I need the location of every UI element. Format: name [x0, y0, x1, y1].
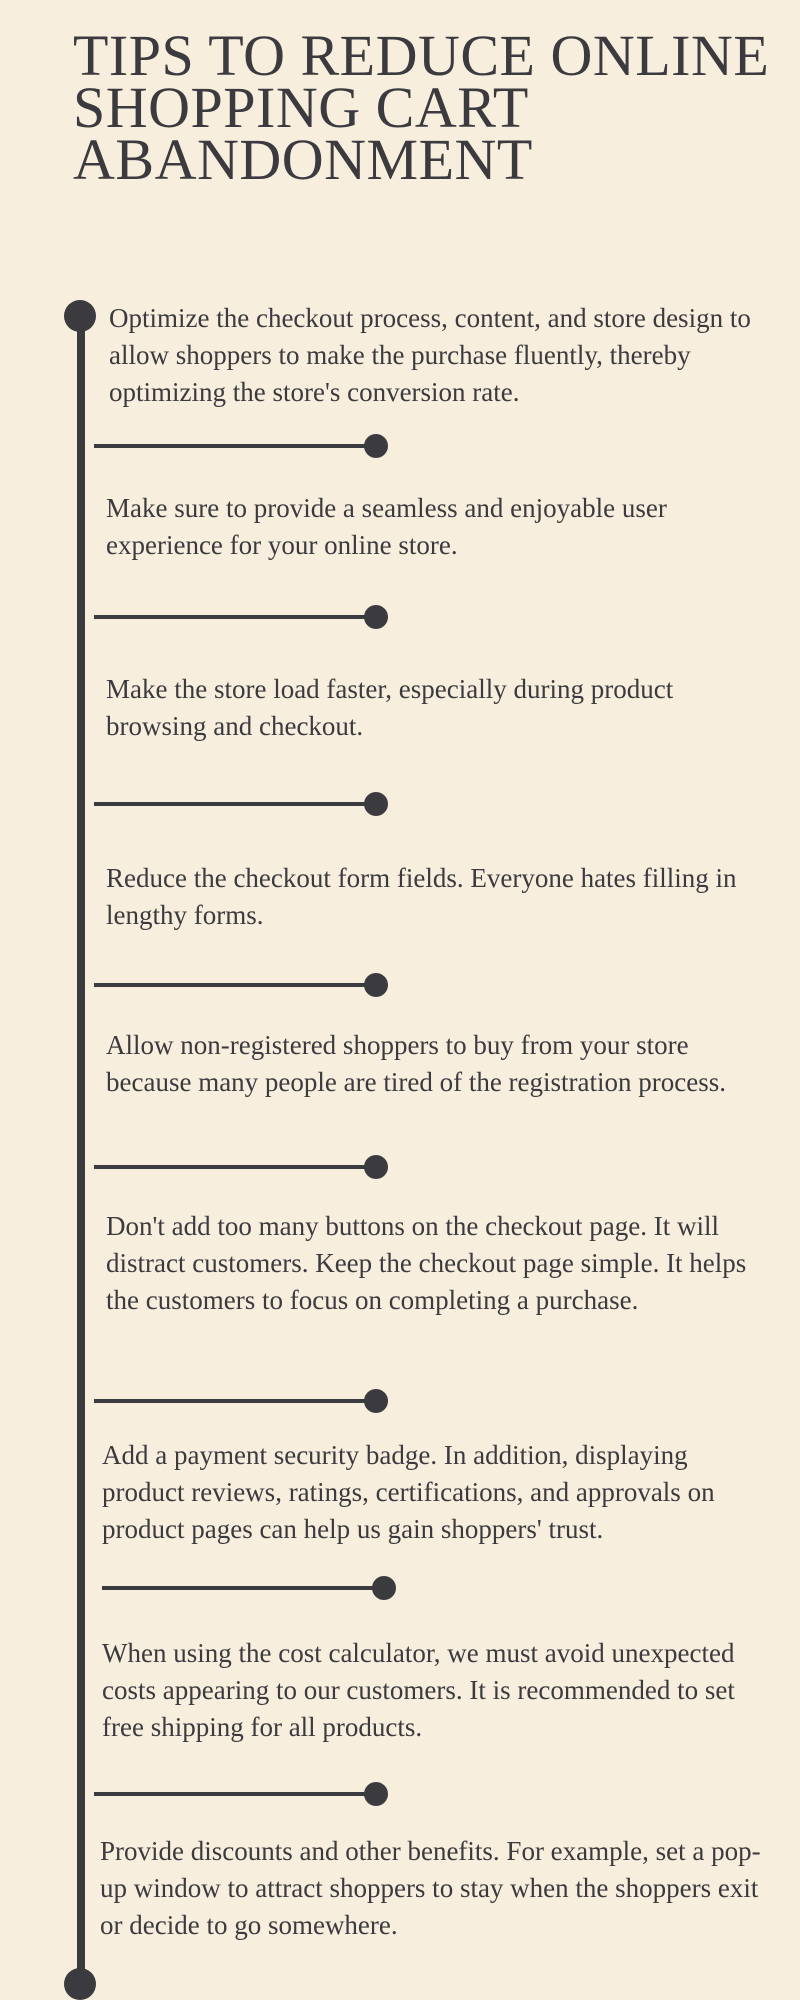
tip-item-9: Provide discounts and other benefits. For example, set a pop-up window to attract shoppers to stay when the shoppers exit or decide to go somewhere.: [100, 1836, 761, 1940]
timeline-start-dot: [64, 300, 96, 332]
timeline-line: [77, 316, 85, 1984]
tip-divider-4: [94, 983, 378, 987]
tip-divider-5: [94, 1165, 378, 1169]
tip-item-8: When using the cost calculator, we must avoid unexpected costs appearing to our customers. It is recommended to set free shipping for all products.: [102, 1638, 735, 1742]
tip-item-3: Make the store load faster, especially during product browsing and checkout.: [106, 674, 674, 741]
tip-item-7: Add a payment security badge. In addition, displaying product reviews, ratings, certifications, and approvals on product pages can help us gain shoppers' trust.: [102, 1440, 715, 1544]
tip-divider-3: [94, 802, 378, 806]
tip-divider-1: [94, 444, 378, 448]
tip-item-4: Reduce the checkout form fields. Everyone hates filling in lengthy forms.: [106, 863, 737, 930]
timeline-end-dot: [64, 1968, 96, 2000]
tip-item-6: Don't add too many buttons on the checkout page. It will distract customers. Keep the checkout page simple. It helps the customers to focus on completing a purchase.: [106, 1211, 747, 1315]
tip-divider-2: [94, 615, 378, 619]
tip-item-1: Optimize the checkout process, content, and store design to allow shoppers to make the purchase fluently, thereby optimizing the store's conversion rate.: [109, 303, 751, 407]
tip-divider-6: [94, 1399, 378, 1403]
page-title: TIPS TO REDUCE ONLINE SHOPPING CART ABANDONMENT: [73, 23, 770, 192]
tip-divider-8: [94, 1792, 378, 1796]
tip-item-5: Allow non-registered shoppers to buy from your store because many people are tired of the registration process.: [106, 1030, 726, 1097]
tip-divider-7: [102, 1586, 386, 1590]
tip-item-2: Make sure to provide a seamless and enjoyable user experience for your online store.: [106, 493, 667, 560]
